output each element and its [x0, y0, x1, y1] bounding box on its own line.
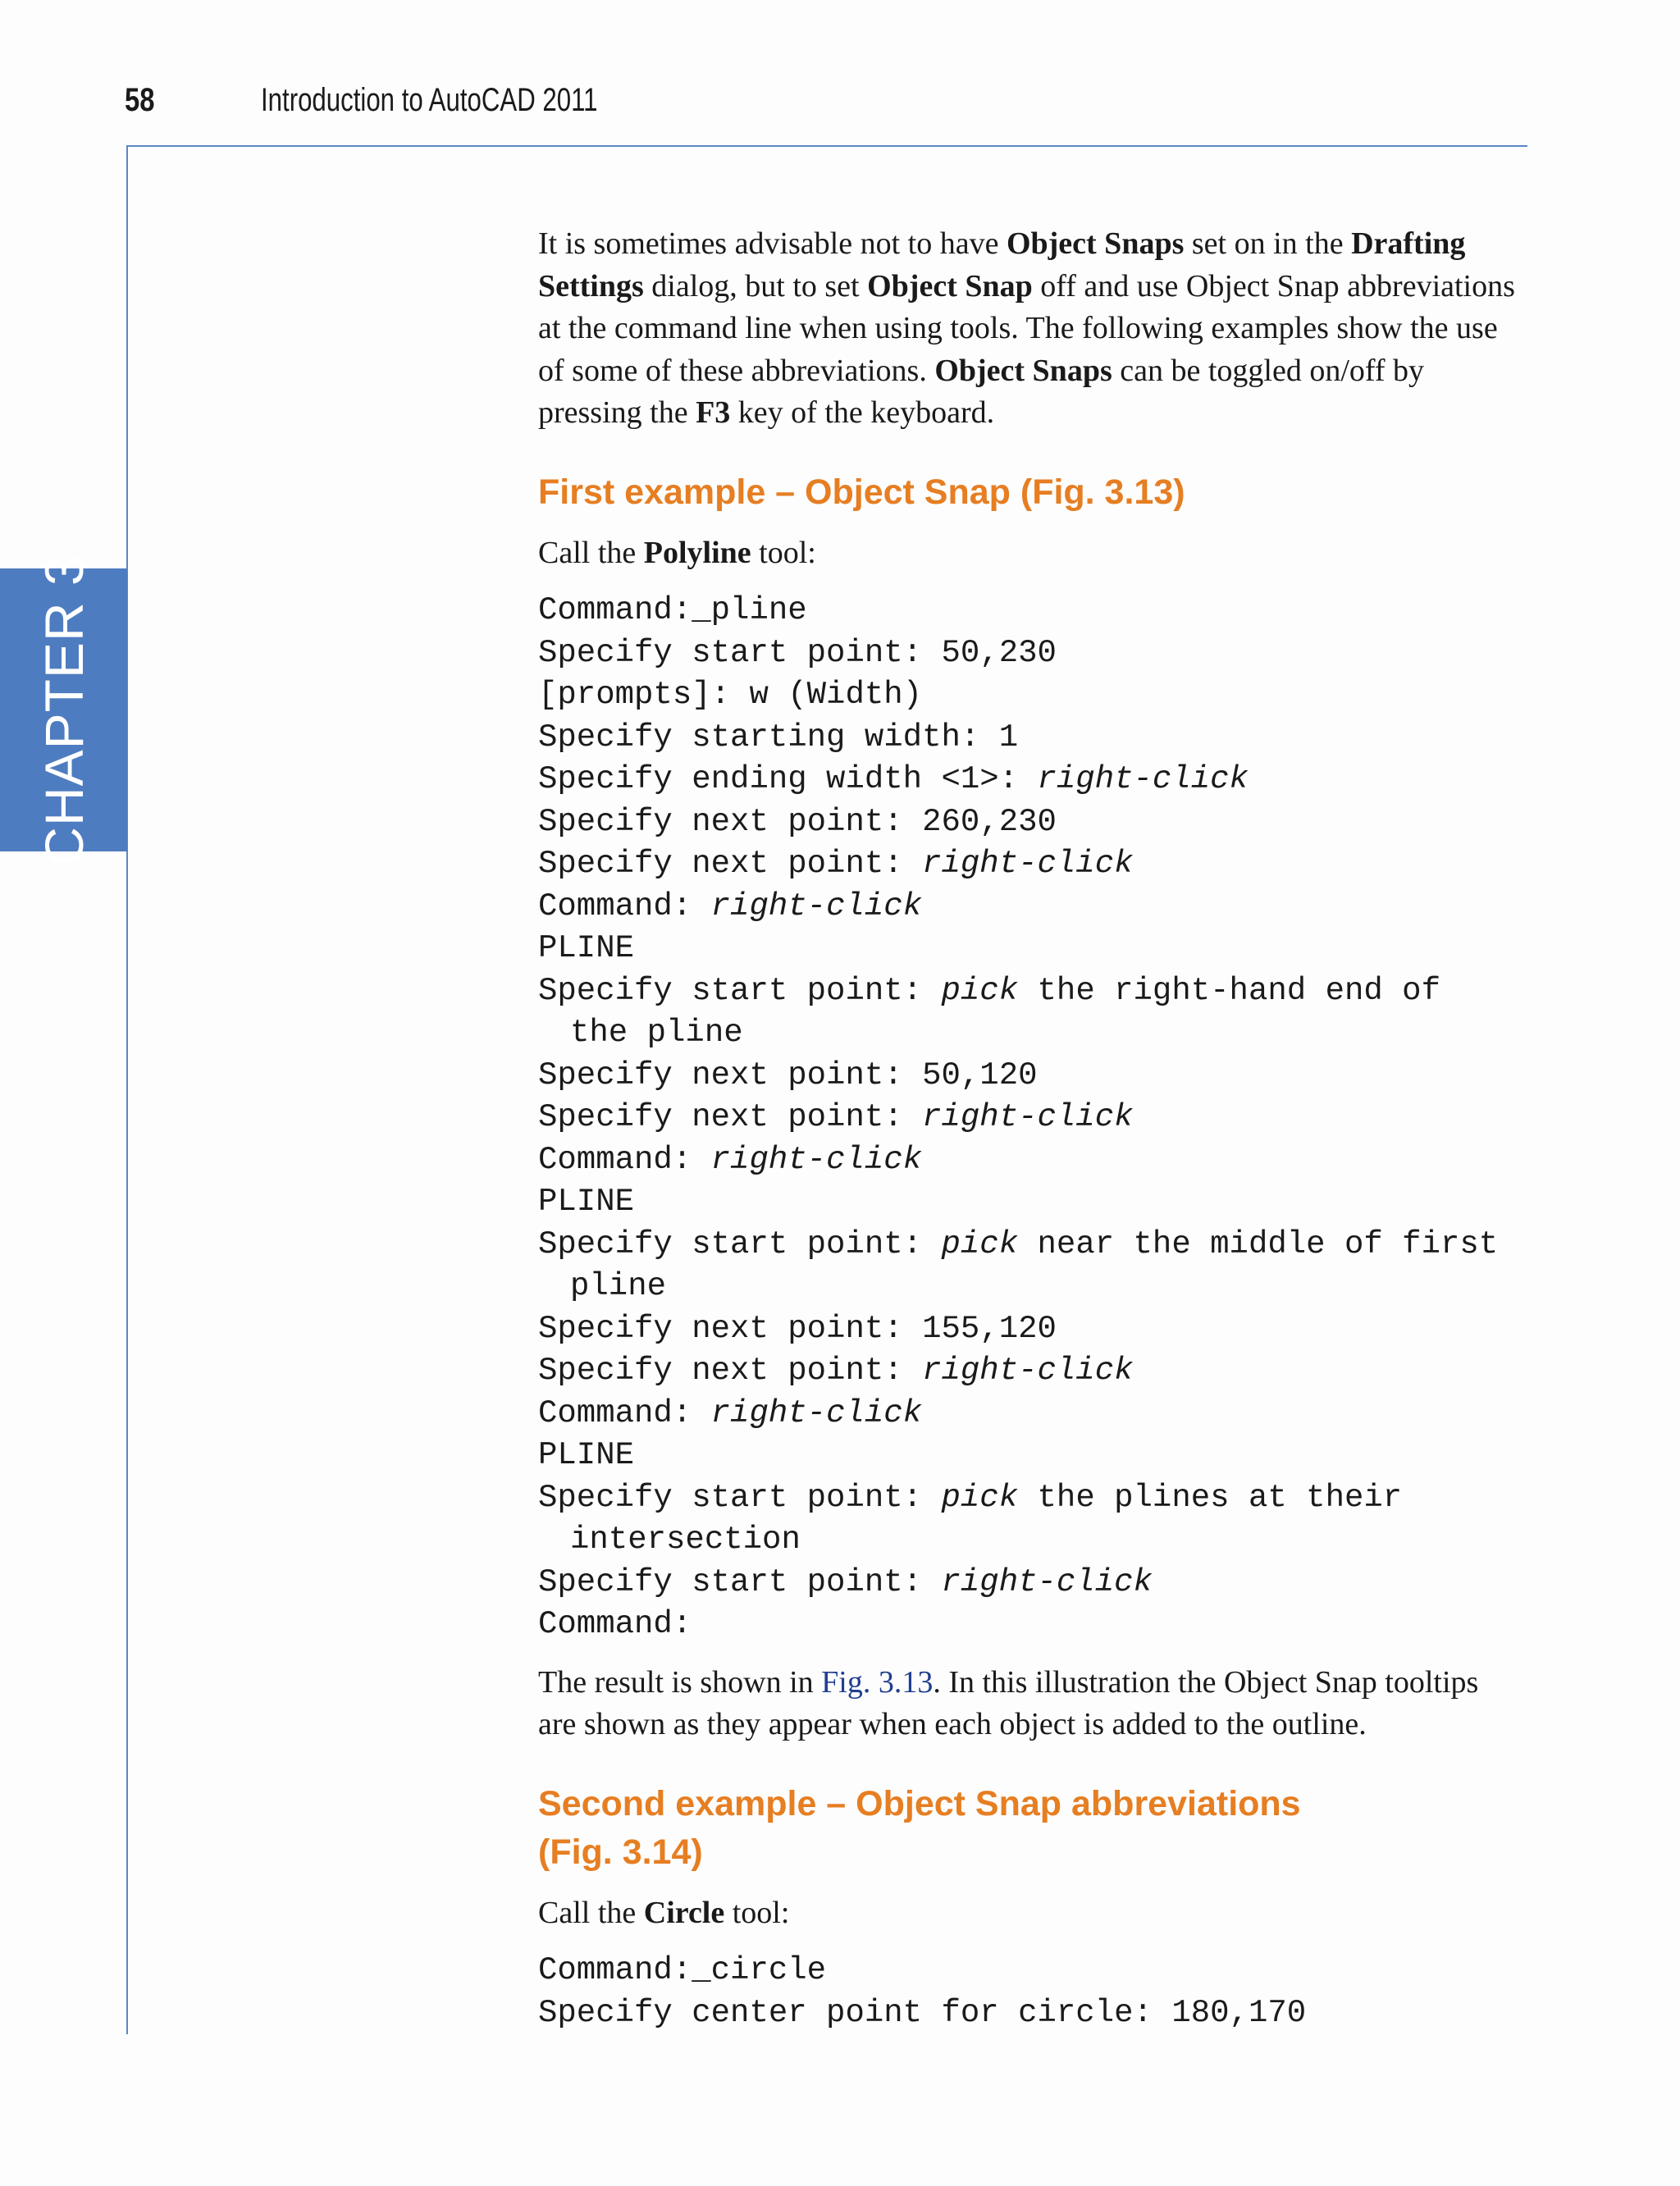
user-action: right-click	[1037, 761, 1249, 797]
command-text: Specify next point:	[538, 1099, 923, 1135]
user-action: right-click	[941, 1563, 1153, 1600]
command-text: Command:_circle	[538, 1952, 827, 1988]
command-text: Command:	[538, 1394, 711, 1431]
command-line	[538, 1393, 1522, 1435]
command-text: the right-hand end of	[1018, 972, 1440, 1009]
command-text: Specify next point: 155,120	[538, 1310, 1057, 1347]
command-text: Specify start point:	[538, 1479, 942, 1516]
command-line	[538, 1350, 1522, 1393]
command-text: Command:	[538, 888, 711, 924]
intro-bold-term: F3	[696, 395, 731, 430]
command-line	[538, 1181, 1522, 1224]
command-line	[538, 1224, 1522, 1266]
command-text: [prompts]: w (Width)	[538, 677, 923, 713]
command-line	[538, 1012, 1522, 1055]
command-line	[538, 886, 1522, 929]
first-example-heading: First example – Object Snap (Fig. 3.13)	[538, 472, 1185, 512]
command-line	[538, 759, 1522, 801]
command-line	[538, 1950, 1522, 1992]
command-line	[538, 1992, 1522, 2035]
running-title: Introduction to AutoCAD 2011	[261, 82, 598, 118]
command-text: Specify next point:	[538, 1353, 923, 1389]
command-text: intersection	[570, 1522, 801, 1558]
command-line	[538, 801, 1522, 844]
tool-name: Circle	[643, 1895, 725, 1930]
result-paragraph	[538, 1662, 1522, 1746]
command-text: Specify start point:	[538, 1225, 942, 1262]
command-line	[538, 1477, 1522, 1520]
call-prefix: Call the	[538, 1895, 644, 1930]
command-text: PLINE	[538, 1184, 635, 1220]
command-line	[538, 1055, 1522, 1098]
command-text: Specify next point:	[538, 846, 923, 882]
command-text: Specify start point: 50,230	[538, 634, 1057, 671]
command-line	[538, 1097, 1522, 1139]
user-action: right-click	[922, 1353, 1134, 1389]
user-action: pick	[941, 1225, 1019, 1262]
tool-name: Polyline	[643, 535, 751, 570]
intro-bold-term: Object Snaps	[1006, 226, 1185, 261]
intro-bold-term: Object Snap	[867, 268, 1033, 303]
command-line	[538, 843, 1522, 886]
command-text: Specify next point: 50,120	[538, 1056, 1038, 1093]
command-line	[538, 1139, 1522, 1182]
command-text: PLINE	[538, 1437, 635, 1473]
page-number: 58	[125, 82, 155, 118]
command-text: Specify start point:	[538, 972, 942, 1009]
user-action: right-click	[710, 1141, 923, 1178]
result-text: . In this illustration the Object Snap tooltips are shown as they appear when each object is added to the outline.	[538, 1664, 1479, 1741]
command-line	[538, 1562, 1522, 1604]
header-rule	[126, 145, 1527, 147]
first-call-tool-line	[538, 532, 1522, 575]
command-line	[538, 928, 1522, 970]
heading-line: (Fig. 3.14)	[538, 1832, 703, 1872]
command-text: Specify ending width <1>:	[538, 761, 1038, 797]
user-action: pick	[941, 972, 1019, 1009]
command-line	[538, 970, 1522, 1013]
command-text: Command:	[538, 1141, 711, 1178]
chapter-tab-label: CHAPTER 3	[34, 554, 94, 866]
page-content	[538, 223, 1522, 2034]
call-suffix: tool:	[751, 535, 816, 570]
margin-rule	[126, 145, 128, 2034]
intro-text: set on in the	[1184, 226, 1352, 261]
command-text: the pline	[570, 1015, 743, 1051]
command-line	[538, 717, 1522, 760]
first-command-listing	[538, 590, 1522, 1646]
command-text: the plines at their	[1018, 1479, 1403, 1516]
heading-line: Second example – Object Snap abbreviations	[538, 1783, 1301, 1823]
command-text: Specify start point:	[538, 1563, 942, 1600]
command-text: Command:_pline	[538, 592, 807, 628]
intro-text: dialog, but to set	[643, 268, 868, 303]
command-text: Specify starting width: 1	[538, 719, 1019, 755]
intro-text: key of the keyboard.	[730, 395, 995, 430]
command-line	[538, 590, 1522, 632]
intro-bold-term: Object Snaps	[934, 353, 1112, 388]
figure-link[interactable]: Fig. 3.13	[821, 1664, 934, 1700]
user-action: right-click	[710, 888, 923, 924]
command-line	[538, 1519, 1522, 1562]
command-line	[538, 1266, 1522, 1308]
user-action: right-click	[922, 846, 1134, 882]
command-line	[538, 1435, 1522, 1477]
user-action: right-click	[922, 1099, 1134, 1135]
command-line	[538, 632, 1522, 675]
command-text: PLINE	[538, 930, 635, 966]
command-text: Specify next point: 260,230	[538, 803, 1057, 840]
call-suffix: tool:	[724, 1895, 790, 1930]
command-line	[538, 674, 1522, 717]
user-action: pick	[941, 1479, 1019, 1516]
intro-bold-term: Drafting Settings	[538, 226, 1466, 303]
command-text: Specify center point for circle: 180,170	[538, 1994, 1307, 2031]
intro-text: off and use Object Snap abbreviations at the command line when using tools. The following examples show the use of some of these abbreviations.	[538, 268, 1515, 388]
command-line	[538, 1604, 1522, 1646]
second-command-listing	[538, 1950, 1522, 2034]
intro-paragraph	[538, 223, 1522, 435]
second-call-tool-line	[538, 1892, 1522, 1935]
call-prefix: Call the	[538, 535, 644, 570]
user-action: right-click	[710, 1394, 923, 1431]
second-example-heading	[538, 1780, 1522, 1877]
intro-text: can be toggled on/off by pressing the	[538, 353, 1424, 430]
command-line	[538, 1308, 1522, 1351]
command-text: Command:	[538, 1606, 692, 1642]
command-text: near the middle of first	[1018, 1225, 1499, 1262]
result-text: The result is shown in	[538, 1664, 822, 1700]
intro-text: It is sometimes advisable not to have	[538, 226, 1007, 261]
command-text: pline	[570, 1268, 667, 1304]
